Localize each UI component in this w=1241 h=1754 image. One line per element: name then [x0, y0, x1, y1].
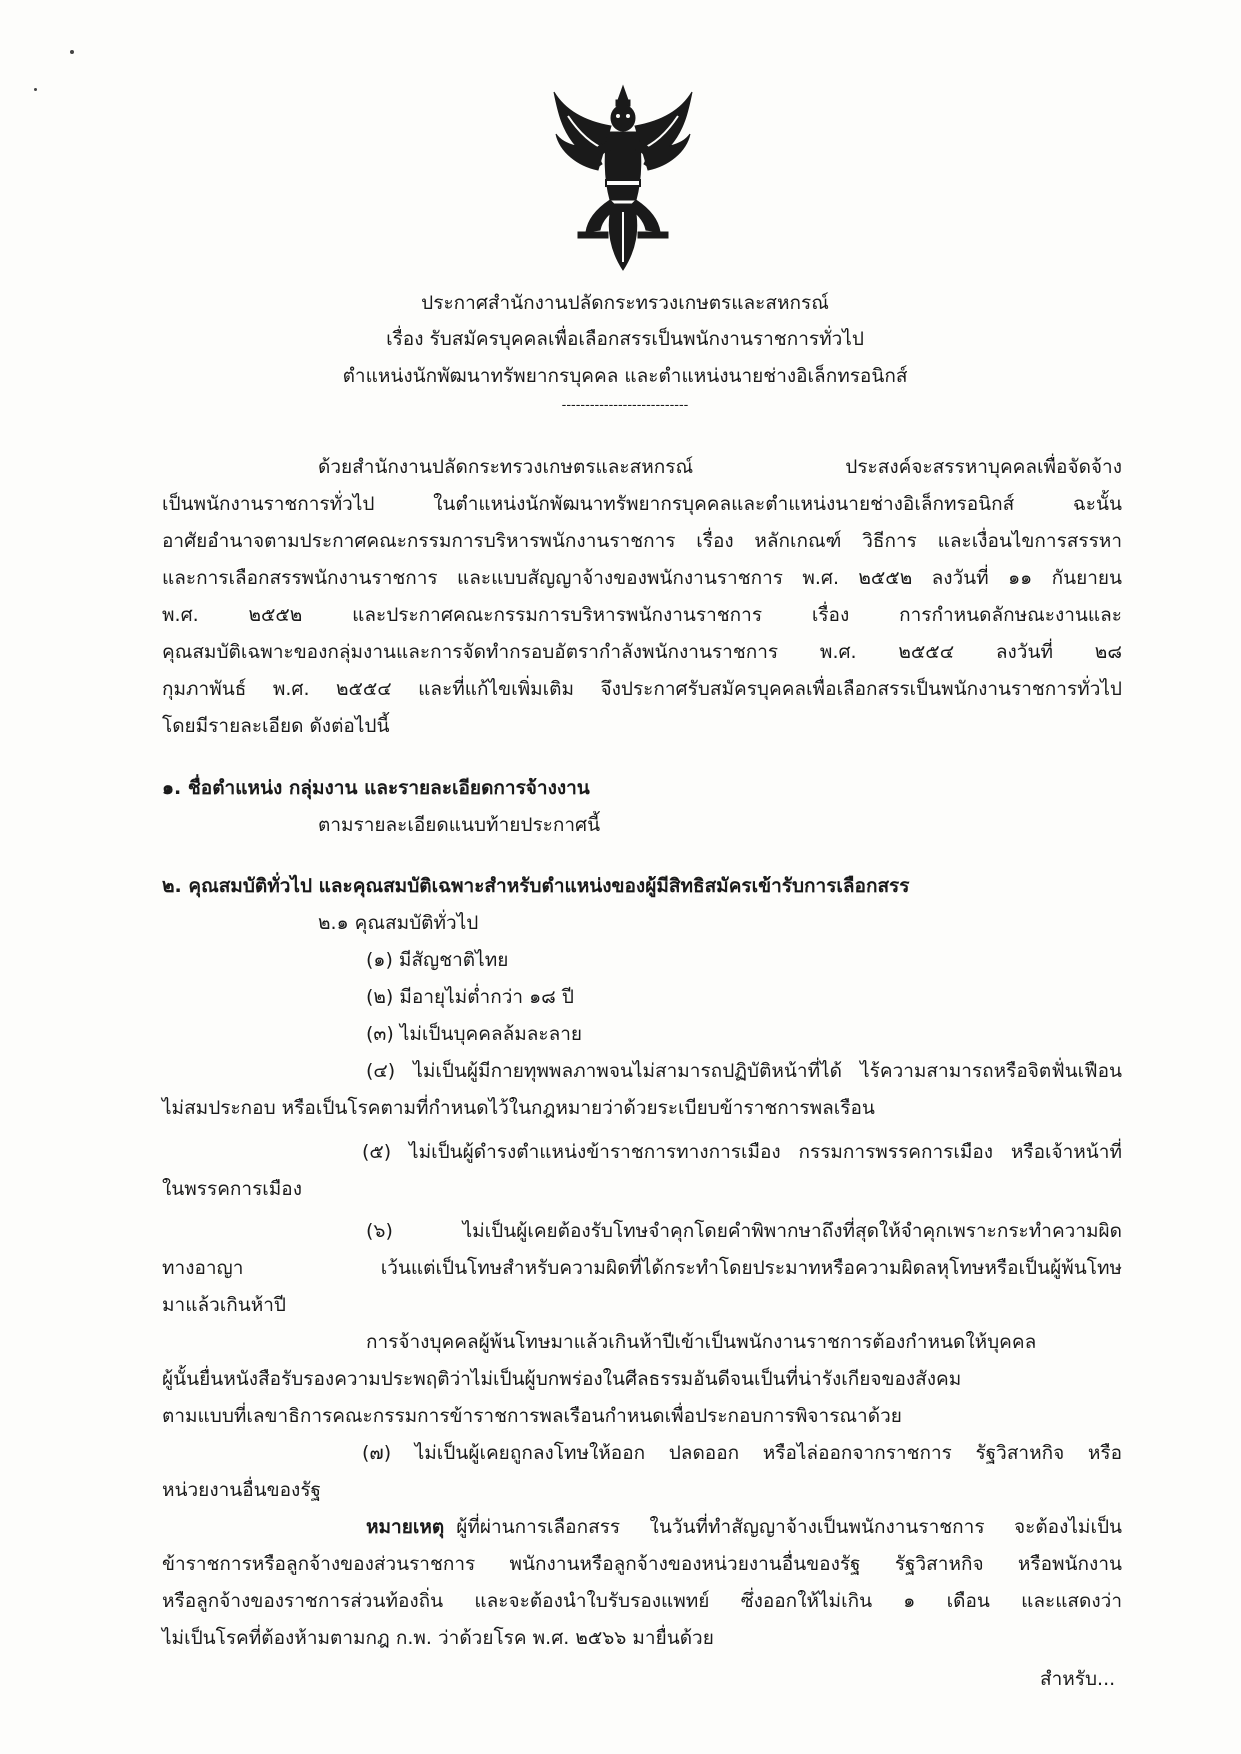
qualification-item-cont: ทางอาญา เว้นแต่เป็นโทษสำหรับความผิดที่ได้กระทำโดยประมาทหรือความผิดลหุโทษหรือเป็นผู้พ้นโทษ: [162, 1257, 1122, 1279]
intro-line: พ.ศ. ๒๕๕๒ และประกาศคณะกรรมการบริหารพนักงานราชการ เรื่อง การกำหนดลักษณะงานและ: [162, 604, 1122, 626]
intro-line: คุณสมบัติเฉพาะของกลุ่มงานและการจัดทำกรอบอัตรากำลังพนักงานราชการ พ.ศ. ๒๕๕๔ ลงวันที่ ๒๘: [162, 641, 1122, 663]
remark-label: หมายเหตุ: [366, 1516, 445, 1538]
scan-speck: [34, 88, 37, 91]
section-2-heading: ๒. คุณสมบัติทั่วไป และคุณสมบัติเฉพาะสำหรับตำแหน่งของผู้มีสิทธิสมัครเข้ารับการเลือกสรร: [162, 875, 910, 897]
qualification-item: (๒) มีอายุไม่ต่ำกว่า ๑๘ ปี: [366, 986, 574, 1008]
qualification-item: (๑) มีสัญชาติไทย: [366, 949, 509, 971]
remark-text: ไม่เป็นโรคที่ต้องห้ามตามกฎ ก.พ. ว่าด้วยโรค พ.ศ. ๒๕๖๖ มายื่นด้วย: [162, 1627, 714, 1649]
qualification-note: การจ้างบุคคลผู้พ้นโทษมาแล้วเกินห้าปีเข้าเป็นพนักงานราชการต้องกำหนดให้บุคคล: [366, 1331, 1037, 1353]
qualification-item: (๔) ไม่เป็นผู้มีกายทุพพลภาพจนไม่สามารถปฏิบัติหน้าที่ได้ ไร้ความสามารถหรือจิตฟั่นเฟือน: [366, 1060, 1122, 1082]
intro-line: ด้วยสำนักงานปลัดกระทรวงเกษตรและสหกรณ์ ประสงค์จะสรรหาบุคคลเพื่อจัดจ้าง: [318, 456, 1122, 478]
announcement-positions: ตำแหน่งนักพัฒนาทรัพยากรบุคคล และตำแหน่งนายช่างอิเล็กทรอนิกส์: [342, 365, 908, 387]
announcement-subject: เรื่อง รับสมัครบุคคลเพื่อเลือกสรรเป็นพนักงานราชการทั่วไป: [386, 328, 864, 350]
qualification-item-cont: ในพรรคการเมือง: [162, 1178, 302, 1200]
qualification-item-cont: มาแล้วเกินห้าปี: [162, 1294, 286, 1316]
remark-text: ข้าราชการหรือลูกจ้างของส่วนราชการ พนักงานหรือลูกจ้างของหน่วยงานอื่นของรัฐ รัฐวิสาหกิจ หรือพนักงาน: [162, 1553, 1122, 1575]
remark-text: ผู้ที่ผ่านการเลือกสรร ในวันที่ทำสัญญาจ้างเป็นพนักงานราชการ จะต้องไม่เป็น: [456, 1516, 1122, 1538]
qualification-note: ตามแบบที่เลขาธิการคณะกรรมการข้าราชการพลเรือนกำหนดเพื่อประกอบการพิจารณาด้วย: [162, 1405, 902, 1427]
garuda-emblem-icon: [548, 82, 698, 274]
qualification-item: (๓) ไม่เป็นบุคคลล้มละลาย: [366, 1023, 583, 1045]
intro-line: โดยมีรายละเอียด ดังต่อไปนี้: [162, 715, 390, 737]
continued-marker: สำหรับ...: [1040, 1668, 1116, 1690]
intro-line: เป็นพนักงานราชการทั่วไป ในตำแหน่งนักพัฒนาทรัพยากรบุคคลและตำแหน่งนายช่างอิเล็กทรอนิกส์ ฉะนั้น: [162, 493, 1122, 515]
announcement-title: ประกาศสำนักงานปลัดกระทรวงเกษตรและสหกรณ์: [421, 292, 829, 314]
title-separator: ---------------------------: [561, 398, 689, 413]
scan-speck: [70, 50, 74, 54]
intro-line: อาศัยอำนาจตามประกาศคณะกรรมการบริหารพนักงานราชการ เรื่อง หลักเกณฑ์ วิธีการ และเงื่อนไขการสรรหา: [162, 530, 1122, 552]
intro-line: และการเลือกสรรพนักงานราชการ และแบบสัญญาจ้างของพนักงานราชการ พ.ศ. ๒๕๕๒ ลงวันที่ ๑๑ กันยายน: [162, 567, 1122, 589]
qualification-item-cont: หน่วยงานอื่นของรัฐ: [162, 1479, 322, 1501]
intro-line: กุมภาพันธ์ พ.ศ. ๒๕๕๔ และที่แก้ไขเพิ่มเติม จึงประกาศรับสมัครบุคคลเพื่อเลือกสรรเป็นพนักงานราชการทั่วไป: [162, 678, 1122, 700]
qualification-item: (๖) ไม่เป็นผู้เคยต้องรับโทษจำคุกโดยคำพิพากษาถึงที่สุดให้จำคุกเพราะกระทำความผิด: [366, 1220, 1122, 1242]
section-2-1-heading: ๒.๑ คุณสมบัติทั่วไป: [318, 912, 479, 934]
qualification-item-cont: ไม่สมประกอบ หรือเป็นโรคตามที่กำหนดไว้ในกฎหมายว่าด้วยระเบียบข้าราชการพลเรือน: [162, 1097, 875, 1119]
qualification-item: (๗) ไม่เป็นผู้เคยถูกลงโทษให้ออก ปลดออก หรือไล่ออกจากราชการ รัฐวิสาหกิจ หรือ: [362, 1442, 1123, 1464]
remark-text: หรือลูกจ้างของราชการส่วนท้องถิ่น และจะต้องนำใบรับรองแพทย์ ซึ่งออกให้ไม่เกิน ๑ เดือน และแสดงว่า: [162, 1590, 1122, 1612]
qualification-item: (๕) ไม่เป็นผู้ดำรงตำแหน่งข้าราชการทางการเมือง กรรมการพรรคการเมือง หรือเจ้าหน้าที่: [362, 1141, 1122, 1163]
section-1-body: ตามรายละเอียดแนบท้ายประกาศนี้: [318, 814, 601, 836]
remark-line: [366, 1512, 1122, 1542]
qualification-note: ผู้นั้นยื่นหนังสือรับรองความประพฤติว่าไม่เป็นผู้บกพร่องในศีลธรรมอันดีจนเป็นที่น่ารังเกียจของสังคม: [162, 1368, 962, 1390]
section-1-heading: ๑. ชื่อตำแหน่ง กลุ่มงาน และรายละเอียดการจ้างงาน: [162, 777, 590, 799]
